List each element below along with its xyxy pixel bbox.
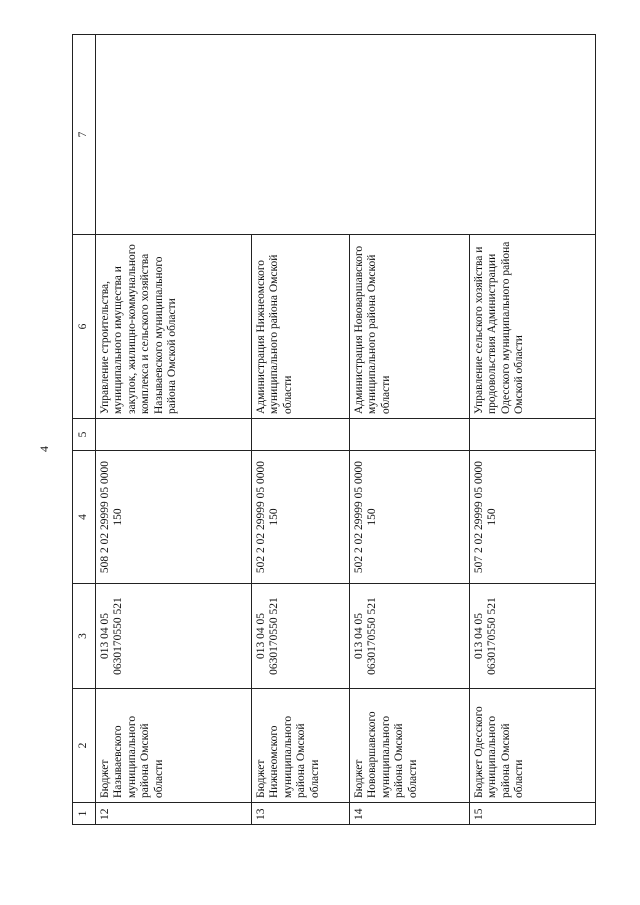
header-cell-5: 5 bbox=[73, 419, 96, 451]
administrator-name: Администрация Нововаршавского муниципального района Омской области bbox=[350, 235, 470, 419]
col5-cell bbox=[252, 419, 350, 451]
row-number: 13 bbox=[252, 803, 350, 825]
administrator-name: Управление сельского хозяйства и продовольствия Администрации Одесского муниципального района Омской области bbox=[470, 235, 596, 419]
row-number: 15 bbox=[470, 803, 596, 825]
header-cell-6: 6 bbox=[73, 235, 96, 419]
row-number: 12 bbox=[96, 803, 252, 825]
col5-cell bbox=[350, 419, 470, 451]
header-cell-1: 1 bbox=[73, 803, 96, 825]
budget-name: Бюджет Называевского муниципального района Омской области bbox=[96, 689, 252, 803]
header-cell-2: 2 bbox=[73, 689, 96, 803]
kbk-code: 507 2 02 29999 05 0000 150 bbox=[470, 451, 596, 584]
col5-cell bbox=[470, 419, 596, 451]
budget-name: Бюджет Одесского муниципального района Омской области bbox=[470, 689, 596, 803]
budget-code: 013 04 05 0630170550 521 bbox=[96, 584, 252, 689]
budget-code: 013 04 05 0630170550 521 bbox=[350, 584, 470, 689]
budget-code: 013 04 05 0630170550 521 bbox=[470, 584, 596, 689]
col5-cell bbox=[96, 419, 252, 451]
table-row bbox=[96, 35, 252, 825]
kbk-code: 502 2 02 29999 05 0000 150 bbox=[350, 451, 470, 584]
kbk-code: 502 2 02 29999 05 0000 150 bbox=[252, 451, 350, 584]
header-row bbox=[73, 35, 96, 825]
header-cell-7: 7 bbox=[73, 35, 96, 235]
administrator-name: Управление строительства, муниципального имущества и закупок, жилищно-коммунального комплекса и сельского хозяйства Называевского муниципального района Омской области bbox=[96, 235, 252, 419]
administrator-name: Администрация Нижнеомского муниципального района Омской области bbox=[252, 235, 350, 419]
budget-distribution-table bbox=[72, 34, 596, 825]
budget-name: Бюджет Нововаршавского муниципального района Омской области bbox=[350, 689, 470, 803]
kbk-code: 508 2 02 29999 05 0000 150 bbox=[96, 451, 252, 584]
header-cell-3: 3 bbox=[73, 584, 96, 689]
col7-cell bbox=[96, 35, 596, 235]
page-number: 4 bbox=[37, 446, 51, 452]
row-number: 14 bbox=[350, 803, 470, 825]
budget-code: 013 04 05 0630170550 521 bbox=[252, 584, 350, 689]
rotated-table-container bbox=[72, 35, 602, 825]
budget-name: Бюджет Нижнеомского муниципального района Омской области bbox=[252, 689, 350, 803]
header-cell-4: 4 bbox=[73, 451, 96, 584]
